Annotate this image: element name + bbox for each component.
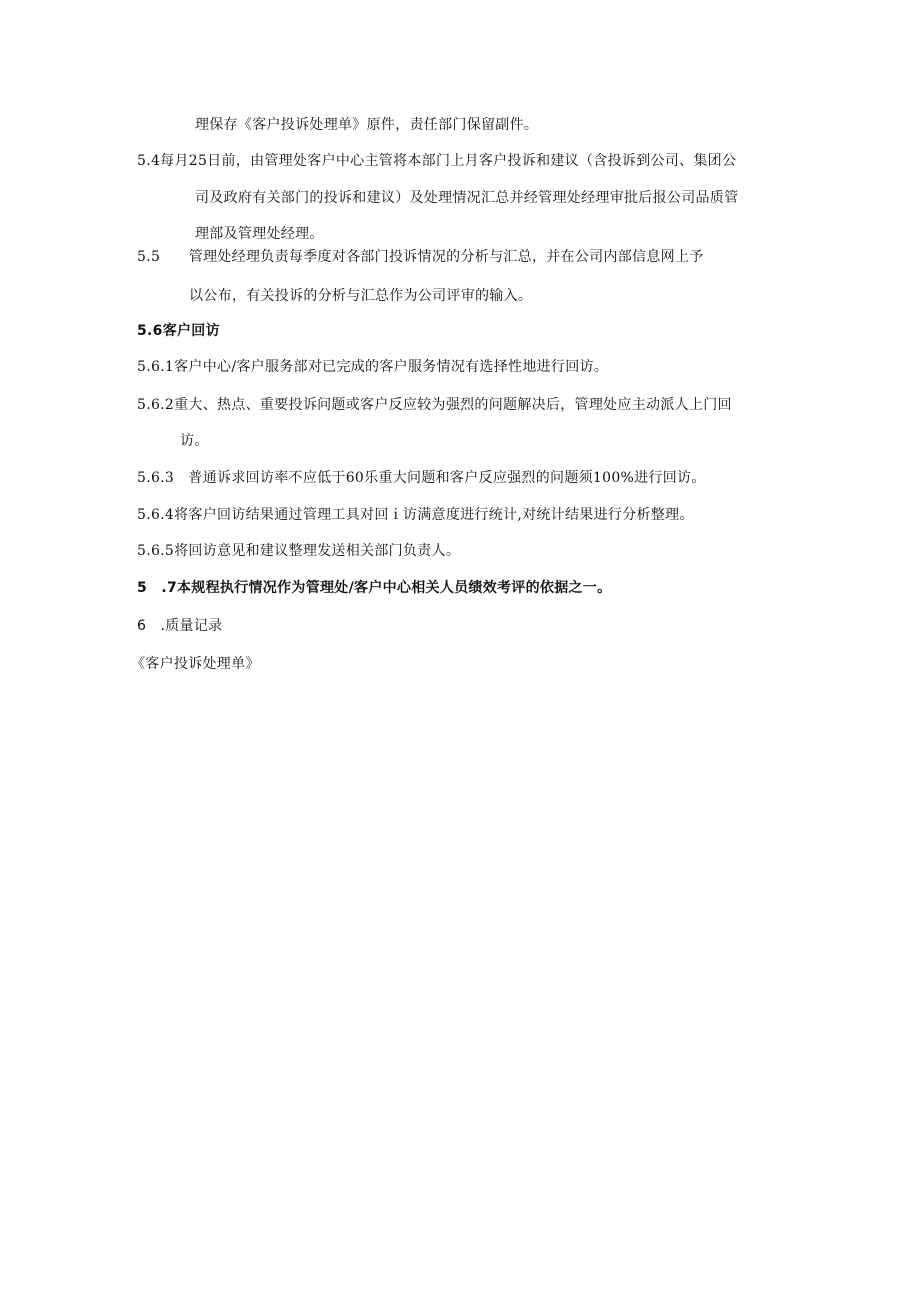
section-heading-6: 6 .质量记录 (137, 618, 223, 634)
quality-record-item: 《客户投诉处理单》 (131, 656, 260, 672)
text-line-5-6-2-cont: 访。 (180, 433, 209, 449)
text-line-5-6-2: 5.6.2重大、热点、重要投诉问题或客户反应较为强烈的问题解决后，管理处应主动派人上门回 (137, 397, 732, 413)
text-line-5-6-4: 5.6.4将客户回访结果通过管理工具对回ｉ访满意度进行统计,对统计结果进行分析整理。 (137, 507, 694, 523)
text-line-5-6-3: 5.6.3 普通诉求回访率不应低于60乐重大问题和客户反应强烈的问题须100%进行回访。 (137, 470, 706, 486)
text-line-5-6-5: 5.6.5将回访意见和建议整理发送相关部门负责人。 (137, 543, 461, 559)
text-line-5-4: 5.4每月25日前，由管理处客户中心主管将本部门上月客户投诉和建议（含投诉到公司、集团公 (137, 153, 737, 169)
text-line-5-4-cont-1: 司及政府有关部门的投诉和建议）及处理情况汇总并经管理处经理审批后报公司品质管 (195, 190, 739, 206)
text-line-5-5: 5.5 管理处经理负责每季度对各部门投诉情况的分析与汇总，并在公司内部信息网上予 (137, 249, 704, 265)
text-line-5-4-cont-2: 理部及管理处经理。 (195, 226, 324, 242)
text-line-continuation-5-3: 理保存《客户投诉处理单》原件，责任部门保留副件。 (195, 117, 539, 133)
section-heading-5-6: 5.6客户回访 (137, 323, 220, 339)
text-line-5-7: 5 .7本规程执行情况作为管理处/客户中心相关人员绩效考评的依据之一。 (137, 580, 612, 596)
text-line-5-5-cont: 以公布，有关投诉的分析与汇总作为公司评审的输入。 (189, 288, 533, 304)
text-line-5-6-1: 5.6.1客户中心/客户服务部对已完成的客户服务情况有选择性地进行回访。 (137, 359, 609, 375)
